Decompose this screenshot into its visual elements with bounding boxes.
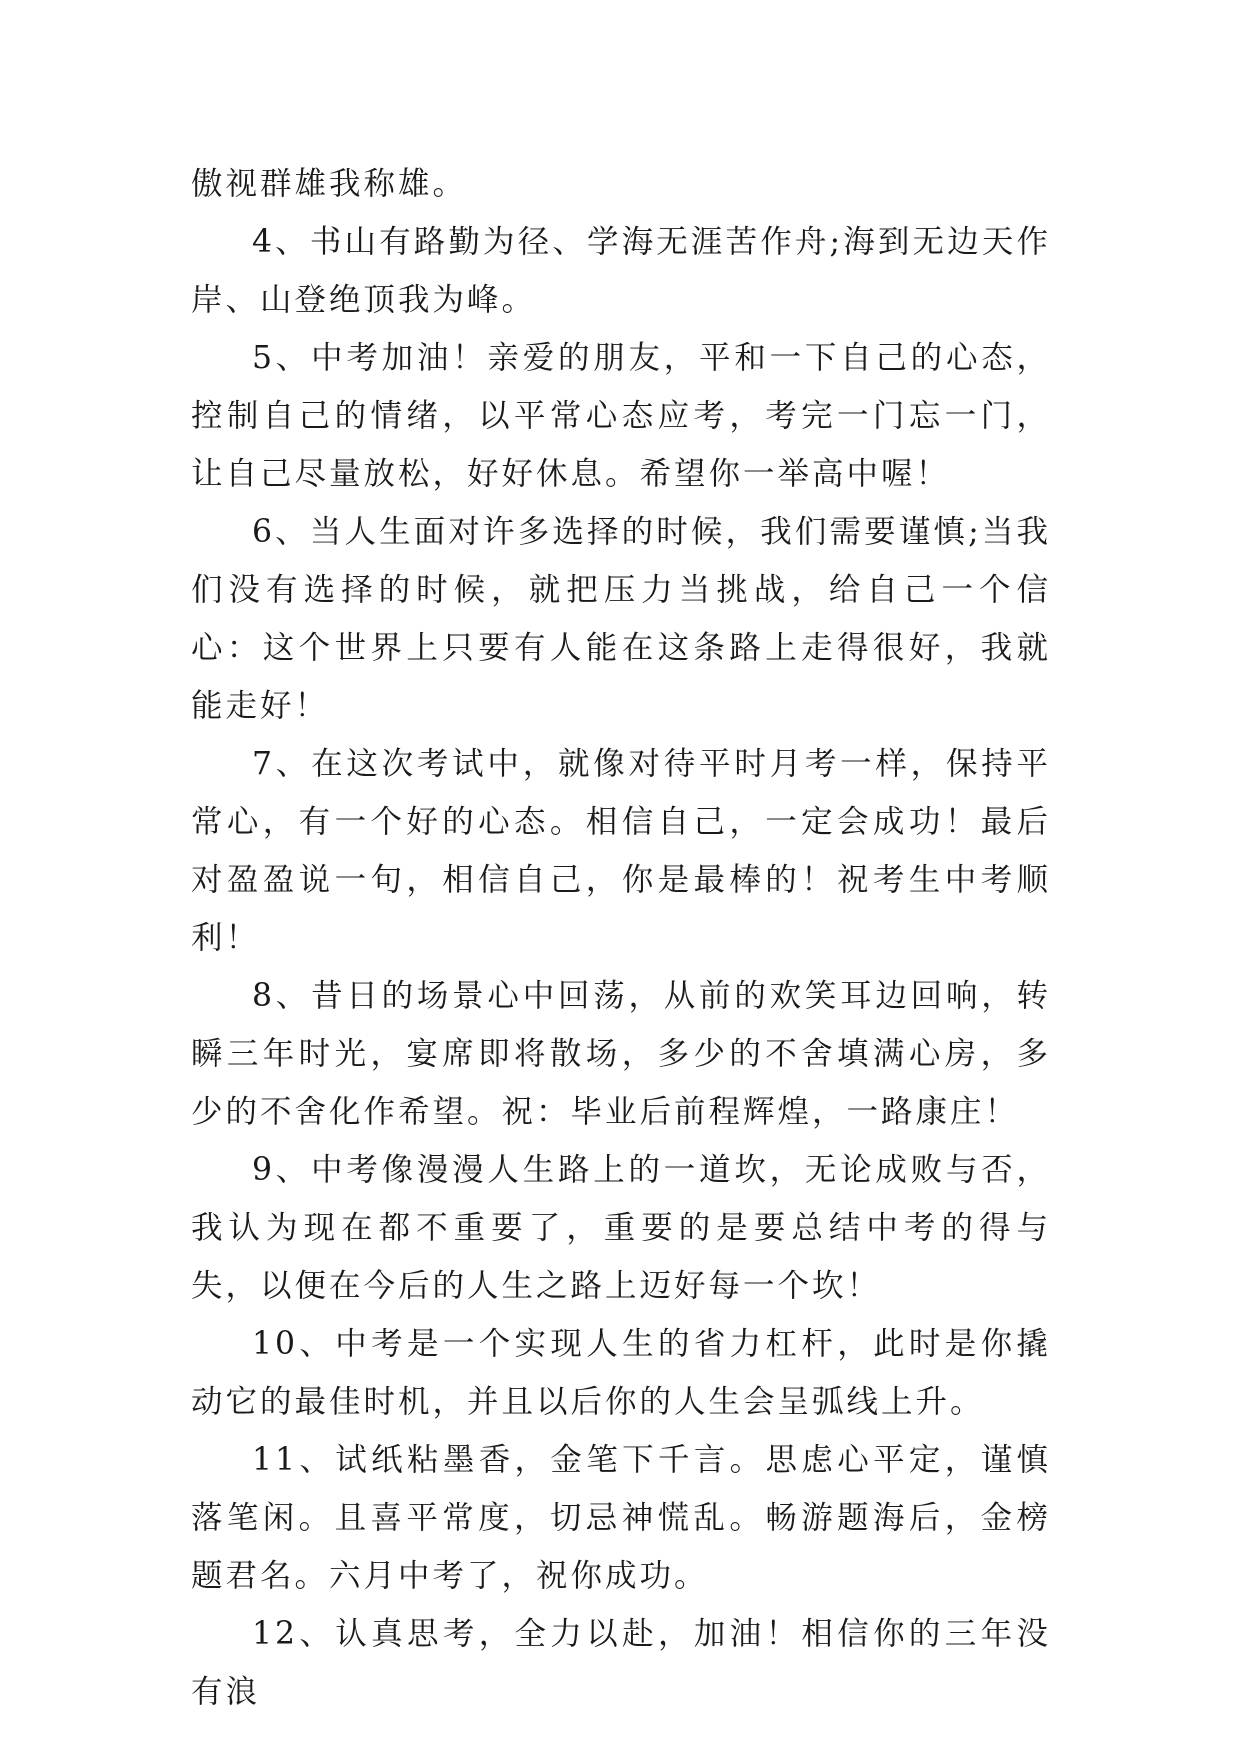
document-body xyxy=(191,155,1051,1721)
paragraph-8: 10、中考是一个实现人生的省力杠杆，此时是你撬动它的最佳时机，并且以后你的人生会呈弧线上升。 xyxy=(191,1326,1051,1420)
paragraph-3: 5、中考加油！亲爱的朋友，平和一下自己的心态，控制自己的情绪，以平常心态应考，考完一门忘一门，让自己尽量放松，好好休息。希望你一举高中喔！ xyxy=(191,340,1051,492)
paragraph-4: 6、当人生面对许多选择的时候，我们需要谨慎;当我们没有选择的时候，就把压力当挑战，给自己一个信心：这个世界上只要有人能在这条路上走得很好，我就能走好！ xyxy=(191,514,1051,724)
paragraph-6: 8、昔日的场景心中回荡，从前的欢笑耳边回响，转瞬三年时光，宴席即将散场，多少的不舍填满心房，多少的不舍化作希望。祝：毕业后前程辉煌，一路康庄！ xyxy=(191,978,1051,1130)
paragraph-10: 12、认真思考，全力以赴，加油！相信你的三年没有浪 xyxy=(191,1616,1051,1710)
paragraph-9: 11、试纸粘墨香，金笔下千言。思虑心平定，谨慎落笔闲。且喜平常度，切忌神慌乱。畅游题海后，金榜题君名。六月中考了，祝你成功。 xyxy=(191,1442,1051,1594)
paragraph-2: 4、书山有路勤为径、学海无涯苦作舟;海到无边天作岸、山登绝顶我为峰。 xyxy=(191,224,1051,318)
paragraph-7: 9、中考像漫漫人生路上的一道坎，无论成败与否，我认为现在都不重要了，重要的是要总结中考的得与失，以便在今后的人生之路上迈好每一个坎！ xyxy=(191,1152,1051,1304)
paragraph-5: 7、在这次考试中，就像对待平时月考一样，保持平常心，有一个好的心态。相信自己，一定会成功！最后对盈盈说一句，相信自己，你是最棒的！祝考生中考顺利！ xyxy=(191,746,1051,956)
paragraph-1: 傲视群雄我称雄。 xyxy=(191,166,468,202)
